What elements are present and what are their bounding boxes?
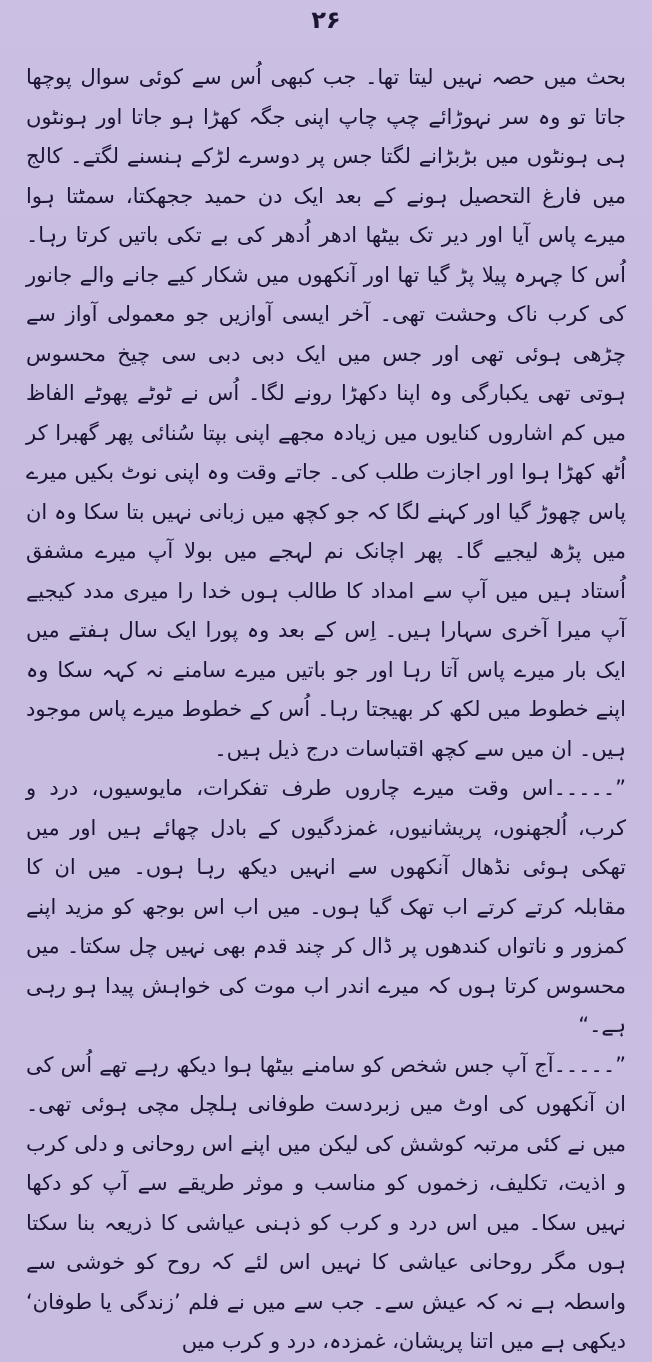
page-number: ۲۶: [311, 6, 341, 34]
page-body: [26, 58, 626, 1362]
letter-quote: ”۔۔۔۔۔اس وقت میرے چاروں طرف تفکرات، مایوسیوں، درد و کرب، اُلجھنوں، پریشانیوں، غمزدگیوں کے بادل چھائے ہیں اور میں تھکی ہوئی نڈھال آنکھوں سے انہیں دیکھ رہا ہوں۔ میں ان کا مقابلہ کرتے کرتے اب تھک گیا ہوں۔ میں اب اس بوجھ کو مزید اپنے کمزور و ناتواں کندھوں پر ڈال کر چند قدم بھی نہیں چل سکتا۔ میں محسوس کرتا ہوں کہ میرے اندر اب موت کی خواہش پیدا ہو رہی ہے۔“: [26, 776, 626, 1037]
paragraph-text: بحث میں حصہ نہیں لیتا تھا۔ جب کبھی اُس سے کوئی سوال پوچھا جاتا تو وہ سر نہوڑائے چپ چاپ اپنی جگہ کھڑا ہو جاتا اور ہونٹوں ہی ہونٹوں میں بڑبڑانے لگتا جس پر دوسرے لڑکے ہنسنے لگتے۔ کالج میں فارغ التحصیل ہونے کے بعد ایک دن حمید ججھکتا، سمٹتا ہوا میرے پاس آیا اور دیر تک بیٹھا ادھر اُدھر کی بے تکی باتیں کرتا رہا۔ اُس کا چہرہ پیلا پڑ گیا تھا اور آنکھوں میں شکار کیے جانے والے جانور کی کرب ناک وحشت تھی۔ آخر ایسی آوازیں جو معمولی آواز سے چڑھی ہوئی تھی اور جس میں ایک دبی دبی سی چیخ محسوس ہوتی تھی یکبارگی وہ اپنا دکھڑا رونے لگا۔ اُس نے ٹوٹے پھوٹے الفاظ میں کم اشاروں کنایوں میں زیادہ مجھے اپنی بپتا سُنائی پھر گھبرا کر اُٹھ کھڑا ہوا اور اجازت طلب کی۔ جاتے وقت وہ اپنی نوٹ بکیں میرے پاس چھوڑ گیا اور کہنے لگا کہ جو کچھ میں زبانی نہیں بتا سکا وہ ان میں پڑھ لیجیے گا۔ پھر اچانک نم لہجے میں بولا آپ میرے مشفق اُستاد ہیں میں آپ سے امداد کا طالب ہوں خدا را میری مدد کیجیے آپ میرا آخری سہارا ہیں۔ اِس کے بعد وہ پورا ایک سال ہفتے میں ایک بار میرے پاس آتا رہا اور جو باتیں میرے سامنے نہ کہہ سکا وہ اپنے خطوط میں لکھ کر بھیجتا رہا۔ اُس کے خطوط میرے پاس موجود ہیں۔ ان میں سے کچھ اقتباسات درج ذیل ہیں۔: [26, 65, 626, 761]
letter-quote: ”۔۔۔۔۔آج آپ جس شخص کو سامنے بیٹھا ہوا دیکھ رہے تھے اُس کی ان آنکھوں کی اوٹ میں زبردست طوفانی ہلچل مچی ہوئی تھی۔ میں نے کئی مرتبہ کوشش کی لیکن میں اپنے اس روحانی و دلی کرب و اذیت، تکلیف، زخموں کو مناسب و موثر طریقے سے آپ کو دکھا نہیں سکا۔ میں اس درد و کرب کو ذہنی عیاشی کا ذریعہ بنا سکتا ہوں مگر روحانی عیاشی کا نہیں اس لئے کہ روح کو خوشی سے واسطہ ہے نہ کہ عیش سے۔ جب سے میں نے فلم ’زندگی یا طوفان‘ دیکھی ہے میں اتنا پریشان، غمزدہ، درد و کرب میں: [26, 1052, 626, 1353]
